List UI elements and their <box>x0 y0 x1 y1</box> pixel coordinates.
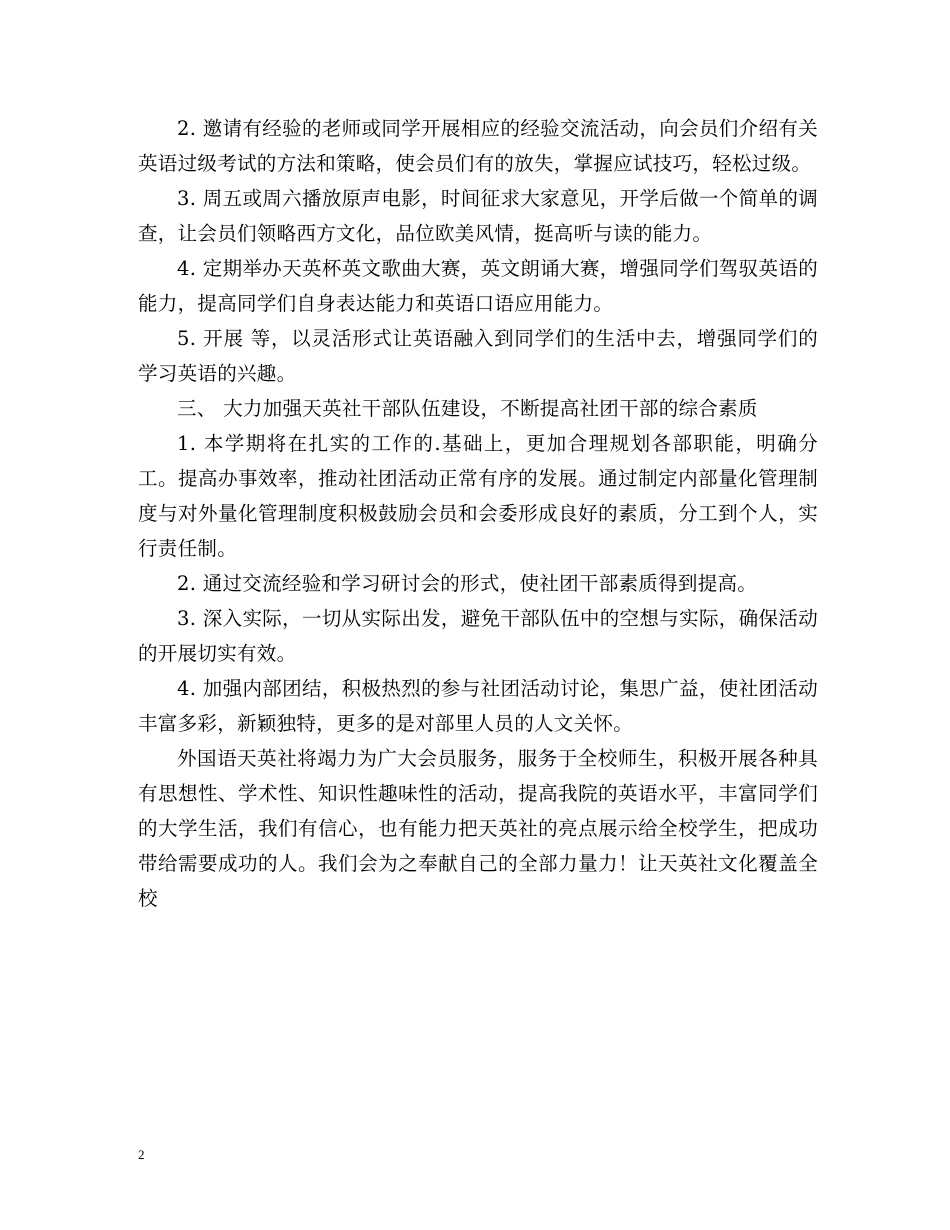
page-number: 2 <box>138 1147 145 1162</box>
paragraph-item-2-exchange: 2. 邀请有经验的老师或同学开展相应的经验交流活动，向会员们介绍有关英语过级考试的方法和策略，使会员们有的放失，掌握应试技巧，轻松过级。 <box>138 117 818 175</box>
paragraph-item-1-planning: 1. 本学期将在扎实的工作的.基础上，更加合理规划各部职能，明确分工。提高办事效率，推动社团活动正常有序的发展。通过制定内部量化管理制度与对外量化管理制度积极鼓励会员和会委形成良好的素质，分工到个人，实行责任制。 <box>138 432 818 560</box>
paragraph-item-4-contests: 4. 定期举办天英杯英文歌曲大赛，英文朗诵大赛，增强同学们驾驭英语的能力，提高同学们自身表达能力和英语口语应用能力。 <box>138 257 818 315</box>
document-body <box>138 111 818 916</box>
section-heading-three: 三、 大力加强天英社干部队伍建设，不断提高社团干部的综合素质 <box>177 397 758 420</box>
paragraph-conclusion: 外国语天英社将竭力为广大会员服务，服务于全校师生，积极开展各种具有思想性、学术性、知识性趣味性的活动，提高我院的英语水平，丰富同学们的大学生活，我们有信心，也有能力把天英社的亮点展示给全校学生，把成功带给需要成功的人。我们会为之奉献自己的全部力量力！让天英社文化覆盖全校 <box>138 747 818 910</box>
paragraph-item-3-movies: 3. 周五或周六播放原声电影，时间征求大家意见，开学后做一个简单的调查，让会员们领略西方文化，品位欧美风情，挺高听与读的能力。 <box>138 187 818 245</box>
paragraph-item-2-seminars: 2. 通过交流经验和学习研讨会的形式，使社团干部素质得到提高。 <box>177 572 758 595</box>
paragraph-item-3-practice: 3. 深入实际，一切从实际出发，避免干部队伍中的空想与实际，确保活动的开展切实有效。 <box>138 607 818 665</box>
paragraph-item-4-unity: 4. 加强内部团结，积极热烈的参与社团活动讨论，集思广益，使社团活动丰富多彩，新颖独特，更多的是对部里人员的人文关怀。 <box>138 677 818 735</box>
paragraph-item-5-activities: 5. 开展 等，以灵活形式让英语融入到同学们的生活中去，增强同学们的学习英语的兴趣。 <box>138 327 818 385</box>
